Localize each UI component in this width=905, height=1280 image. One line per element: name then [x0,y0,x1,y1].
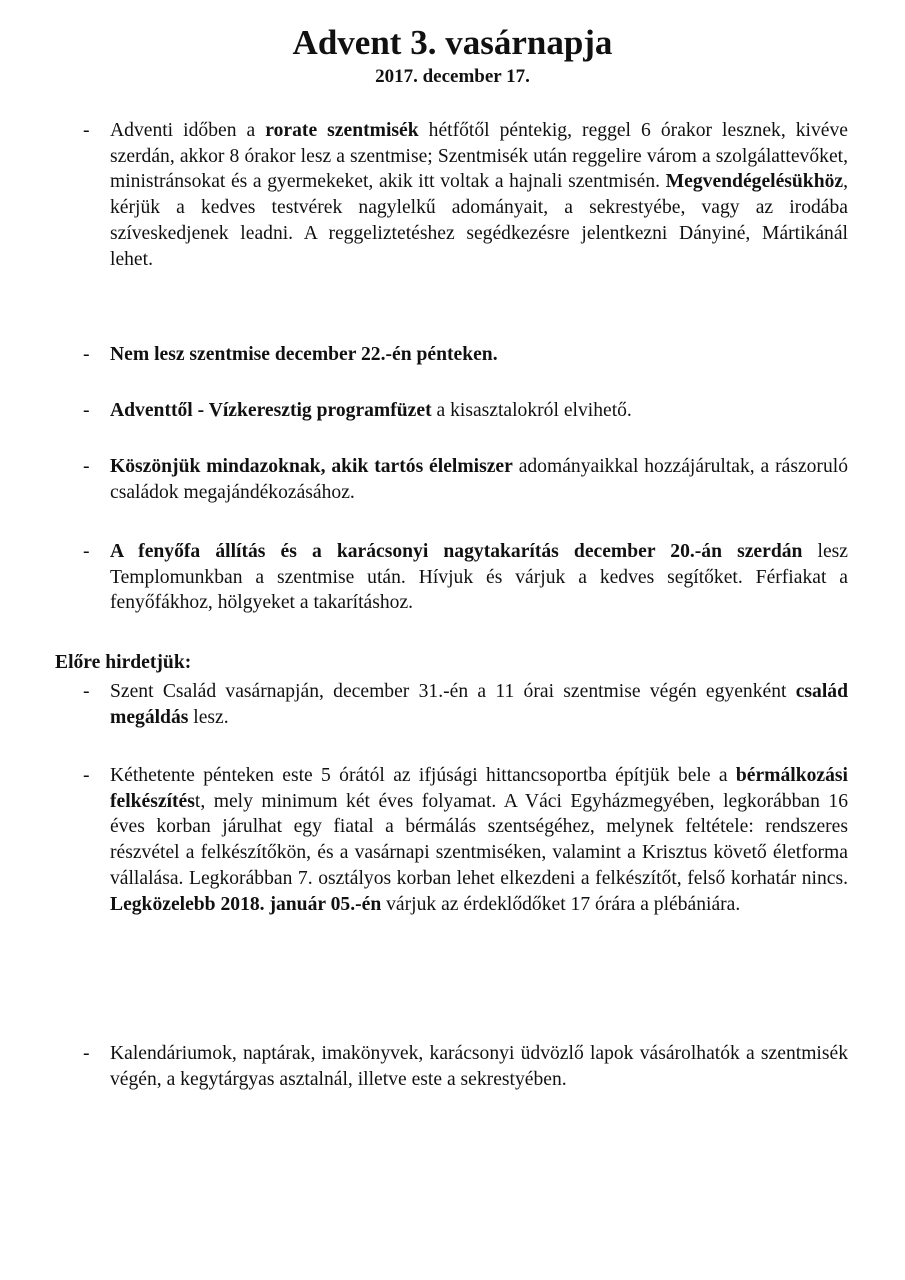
item-text [110,398,848,424]
bold-text: Köszönjük mindazoknak, akik tartós élelmiszer [110,456,513,477]
bold-text: bérmálkozási felkészítés [110,765,848,812]
body-text: Szent Család vasárnapján, december 31.-én a 11 órai szentmise végén egyenként [110,681,796,702]
body-text: t, mely minimum két éves folyamat. A Váci Egyházmegyében, legkorábban 16 éves korban járulhat egy fiatal a bérmálás szentségéhez, melynek feltétele: rendszeres részvétel a felkészítőkön, és a vasárnapi szentmiséken, valamint a Krisztus követő életforma vállalása. Legkorábban 7. osztályos korban lehet elkezdeni a felkészítőt, felső korhatár nincs. [110,790,848,889]
item-text [110,679,848,730]
item-text [110,454,848,505]
item-text [110,342,848,368]
bullet-dash: - [83,344,90,365]
page-date: 2017. december 17. [375,66,530,87]
body-text: adományaikkal hozzájárultak, a rászoruló családok megajándékozásához. [110,456,848,503]
section-heading: Előre hirdetjük: [55,652,192,673]
body-text: lesz. [188,706,229,728]
item-text [110,1041,848,1092]
body-text: a kisasztalokról elvihető. [431,400,632,421]
bold-text: A fenyőfa állítás és a karácsonyi nagytakarítás december 20.-án szerdán [110,541,803,562]
bullet-dash: - [83,765,90,786]
bold-text: család megáldás [110,681,848,728]
body-text: várjuk az érdeklődőket 17 órára a plébániára. [381,893,741,915]
bold-text: Legközelebb 2018. január 05.-én [110,893,382,915]
body-text: , kérjük a kedves testvérek nagylelkű adományait, a sekrestyébe, vagy az irodába szíveskedjenek leadni. A reggeliztetéshez segédkezésre jelentkezni Dányiné, Mártikánál lehet. [110,171,848,270]
bold-text: Nem lesz szentmise december 22.-én pénteken. [110,344,498,365]
item-text [110,763,848,917]
bullet-dash: - [83,456,90,477]
bold-text: rorate szentmisék [265,120,419,141]
bullet-dash: - [83,400,90,421]
body-text: Kéthetente pénteken este 5 órától az ifjúsági hittancsoportba építjük bele a [110,765,736,786]
bullet-dash: - [83,681,90,702]
body-text: Adventi időben a [110,120,266,141]
bullet-dash: - [83,120,90,141]
body-text: hétfőtől péntekig, reggel 6 órakor lesznek, kivéve szerdán, akkor 8 órakor lesz a szentmise; Szentmisék után reggelire várom a szolgálattevőket, ministránsokat és a gyermekeket, akik itt voltak a hajnali szentmisén. [110,120,848,193]
item-text [110,118,848,272]
body-text: Kalendáriumok, naptárak, imakönyvek, karácsonyi üdvözlő lapok vásárolhatók a szentmisék végén, a kegytárgyas asztalnál, illetve este a sekrestyében. [110,1043,848,1090]
bullet-dash: - [83,1043,90,1064]
page-title: Advent 3. vasárnapja [292,23,613,62]
bold-text: Adventtől - Vízkeresztig programfüzet [110,400,432,421]
bullet-dash: - [83,541,90,562]
item-text [110,539,848,616]
body-text: lesz Templomunkban a szentmise után. Hívjuk és várjuk a kedves segítőket. Férfiakat a fenyőfákhoz, hölgyeket a takarításhoz. [110,541,848,614]
bold-text: Megvendégelésükhöz [665,171,844,193]
